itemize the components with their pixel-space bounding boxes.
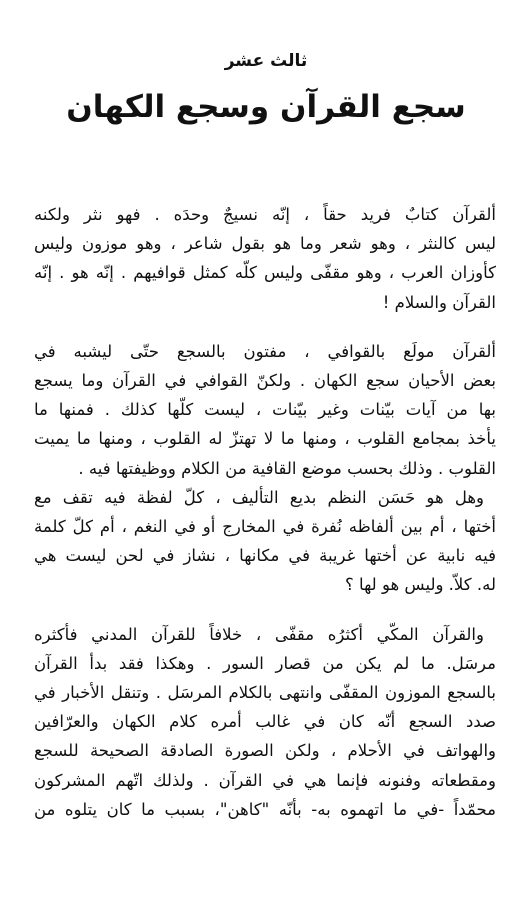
text-line: ألقرآن كتابٌ فريد حقاً ، إنّه نسيجٌ وحدَه . فهو نثر ولكنه — [34, 205, 496, 224]
text-line: له. كلاّ. وليس هو لها ؟ — [345, 575, 496, 595]
paragraph-3 — [34, 620, 496, 824]
chapter-title: سجع القرآن وسجع الكهان — [66, 89, 466, 125]
text-line: صدد السجع أنّه كان في غالب أمره كلام الكهان والعرّافين — [34, 712, 496, 732]
paragraph-2 — [34, 337, 496, 600]
text-line: أختها ، أم بين ألفاظه نُفرة في المخارج أو في النغم ، أم كلّ كلمة — [34, 517, 496, 537]
text-line: فيه نابية عن أختها غريبة في مكانها ، نشاز في لحن ليست هي — [34, 546, 496, 566]
text-line: والقرآن المكّي أكثرُه مقفّى ، خلافاً للقرآن المدني فأكثره — [34, 624, 484, 644]
text-line: كأوزان العرب ، وهو مقفّى وليس كلّه كمثل قوافيهم . إنّه هو . إنّه — [34, 263, 496, 283]
text-line: وهل هو حَسَن النظم بديع التأليف ، كلّ لفظة فيه تقف مع — [34, 487, 484, 507]
text-line: بها من آيات بيّنات وغير بيّنات ، ليست كلّها كذلك . فمنها ما — [34, 400, 496, 420]
text-line: بالسجع الموزون المقفّى وانتهى بالكلام المرسَل . وتنقل الأخبار في — [34, 683, 496, 703]
text-line: ألقرآن مولَع بالقوافي ، مفتون بالسجع حتّى ليشبه في — [34, 341, 496, 361]
paragraph-1 — [34, 200, 496, 317]
text-line: القرآن والسلام ! — [382, 292, 496, 312]
chapter-number: ثالث عشر — [224, 51, 308, 71]
text-line: ليس كالنثر ، وهو شعر وما هو بقول شاعر ، وهو موزون وليس — [34, 234, 496, 254]
text-line: مرسَل. ما لم يكن من قصار السور . وهكذا فقد بدأ القرآن — [34, 653, 496, 673]
chapter-body — [34, 200, 496, 824]
text-line: بعض الأحيان سجع الكهان . ولكنّ القوافي في القرآن وما يسجع — [34, 371, 496, 391]
text-line: محمّداً -في ما اتهموه به- بأنّه "كاهن"، بسبب ما كان يتلوه من — [34, 799, 496, 819]
text-line: يأخذ بمجامع القلوب ، ومنها ما لا تهتزّ له القلوب ، ومنها ما يميت — [34, 429, 496, 449]
text-line: القلوب . وذلك بحسب موضع القافية من الكلام ووظيفتها فيه . — [78, 458, 496, 478]
text-line: والهواتف في الأحلام ، ولكن الصورة الصادقة الصحيحة للسجع — [34, 741, 496, 761]
text-line: ومقطعاته وفنونه فإنما هي في القرآن . ولذلك اتّهم المشركون — [34, 770, 496, 790]
